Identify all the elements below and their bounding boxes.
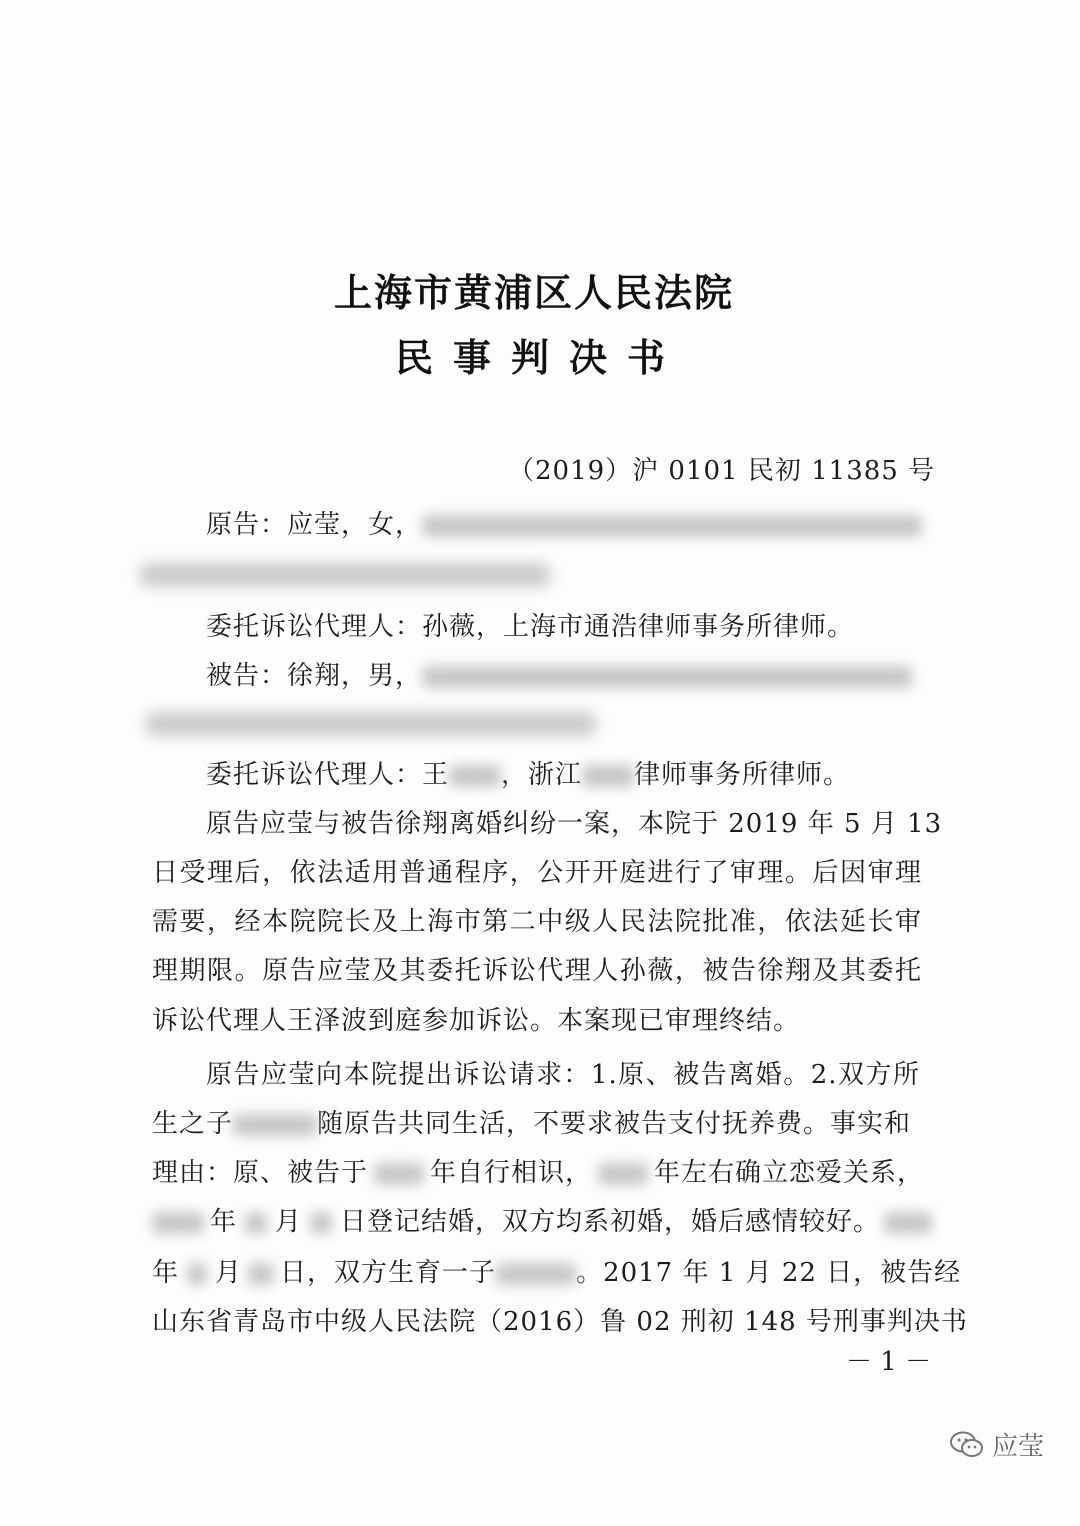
redacted-block <box>422 515 922 537</box>
defendant-agent-label: 委托诉讼代理人：王 <box>206 760 450 790</box>
defendant-agent-text: 律师事务所律师。 <box>634 760 851 790</box>
wechat-icon <box>950 1431 984 1459</box>
plaintiff-label: 原告：应莹，女， <box>206 510 423 540</box>
defendant-label: 被告：徐翔，男， <box>206 661 423 691</box>
plaintiff-agent: 委托诉讼代理人：孙薇，上海市通浩律师事务所律师。 <box>206 612 855 642</box>
text-span: 年 <box>210 1207 238 1237</box>
defendant-agent <box>206 750 976 800</box>
redacted-block <box>582 765 634 787</box>
court-title: 上海市黄浦区人民法院 <box>333 271 734 315</box>
redacted-block <box>422 666 912 688</box>
redacted-block <box>140 563 550 587</box>
paragraph-line <box>152 1197 922 1247</box>
paragraph-line <box>152 1099 922 1149</box>
page-number: － 1 － <box>846 1347 932 1377</box>
text-span: 。2017 年 1 月 22 日，被告经 <box>576 1258 962 1288</box>
text-span: 随原告共同生活，不要求被告支付抚养费。事实和 <box>317 1109 912 1139</box>
redacted-block <box>449 765 501 787</box>
paragraph-line: 山东省青岛市中级人民法院（2016）鲁 02 刑初 148 号刑事判决书 <box>152 1307 968 1337</box>
redacted-block <box>187 1263 207 1285</box>
redacted-block <box>374 1163 424 1185</box>
redacted-block <box>310 1212 332 1234</box>
text-span: 日登记结婚，双方均系初婚，婚后感情较好。 <box>340 1207 881 1237</box>
text-span: 生之子 <box>152 1109 234 1139</box>
paragraph-line: 日受理后，依法适用普通程序，公开开庭进行了审理。后因审理 <box>152 858 922 888</box>
document-type-title: 民事判决书 <box>394 336 685 380</box>
redacted-block <box>146 712 596 736</box>
redacted-block <box>233 1114 317 1136</box>
redacted-block <box>496 1263 576 1285</box>
redacted-block <box>245 1212 267 1234</box>
paragraph-line: 原告应莹与被告徐翔离婚纠纷一案，本院于 2019 年 5 月 13 <box>206 809 943 839</box>
text-span: 年自行相识， <box>430 1158 593 1188</box>
watermark <box>950 1426 1044 1463</box>
defendant-agent-text: ，浙江 <box>501 760 583 790</box>
text-span: 年 <box>152 1258 180 1288</box>
redacted-block <box>884 1212 932 1234</box>
redacted-block <box>248 1263 274 1285</box>
case-number: （2019）沪 0101 民初 11385 号 <box>508 456 936 486</box>
paragraph-line: 诉讼代理人王泽波到庭参加诉讼。本案现已审理终结。 <box>152 1006 801 1036</box>
defendant-line <box>206 651 976 701</box>
text-span: 年左右确立恋爱关系， <box>654 1158 925 1188</box>
text-span: 理由：原、被告于 <box>152 1158 369 1188</box>
plaintiff-line <box>206 500 976 550</box>
redacted-block <box>152 1212 204 1234</box>
paragraph-line <box>152 1248 962 1298</box>
paragraph-line: 需要，经本院院长及上海市第二中级人民法院批准，依法延长审 <box>152 907 922 937</box>
paragraph-line: 原告应莹向本院提出诉讼请求：1.原、被告离婚。2.双方所 <box>206 1060 920 1090</box>
text-span: 月 <box>215 1258 243 1288</box>
paragraph-line: 理期限。原告应莹及其委托诉讼代理人孙薇，被告徐翔及其委托 <box>152 956 922 986</box>
paragraph-line <box>152 1148 925 1198</box>
text-span: 月 <box>275 1207 303 1237</box>
text-span: 日，双方生育一子 <box>280 1258 497 1288</box>
redacted-block <box>598 1163 648 1185</box>
watermark-text: 应莹 <box>992 1432 1045 1462</box>
